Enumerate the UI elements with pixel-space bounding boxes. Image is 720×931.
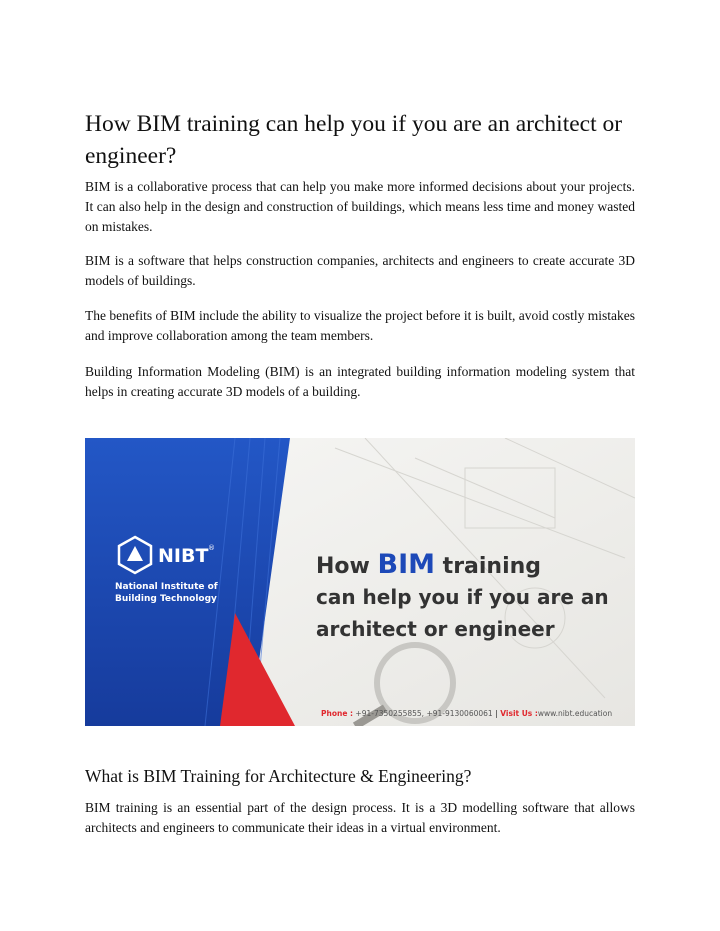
headline-post: training xyxy=(435,554,542,579)
visit-label: Visit Us : xyxy=(500,709,538,718)
contact-line xyxy=(321,709,612,719)
promo-banner-image xyxy=(85,438,635,726)
banner-headline-line2: can help you if you are an xyxy=(316,585,609,609)
headline-accent: BIM xyxy=(377,549,436,580)
institute-name-line2: Building Technology xyxy=(115,594,217,604)
phone-numbers: +91-7350255855, +91-9130060061 xyxy=(355,709,493,718)
paragraph-benefits: The benefits of BIM include the ability to visualize the project before it is built, avoid costly mistakes and improve collaboration among the team members. xyxy=(85,308,635,343)
logo-text: NIBT xyxy=(158,545,209,567)
phone-label: Phone : xyxy=(321,709,354,718)
contact-separator: | xyxy=(495,709,498,718)
article-title: How BIM training can help you if you are an architect or engineer? xyxy=(85,111,623,169)
banner-headline-line3: architect or engineer xyxy=(316,617,555,641)
paragraph-intro: BIM is a collaborative process that can help you make more informed decisions about your projects. It can also help in the design and construction of buildings, which means less time and money wasted on mistakes. xyxy=(85,179,635,234)
section-heading: What is BIM Training for Architecture & Engineering? xyxy=(85,766,472,786)
banner-headline-line1 xyxy=(316,549,541,580)
headline-pre: How xyxy=(316,554,378,579)
institute-name-line1: National Institute of xyxy=(115,582,218,592)
website: www.nibt.education xyxy=(537,709,613,718)
registered-mark: ® xyxy=(208,544,215,552)
paragraph-definition: Building Information Modeling (BIM) is an integrated building information modeling system that helps in creating accurate 3D models of a building. xyxy=(85,364,635,399)
paragraph-software: BIM is a software that helps construction companies, architects and engineers to create accurate 3D models of buildings. xyxy=(85,253,635,288)
section-paragraph: BIM training is an essential part of the design process. It is a 3D modelling software that allows architects and engineers to communicate their ideas in a virtual environment. xyxy=(85,800,635,835)
